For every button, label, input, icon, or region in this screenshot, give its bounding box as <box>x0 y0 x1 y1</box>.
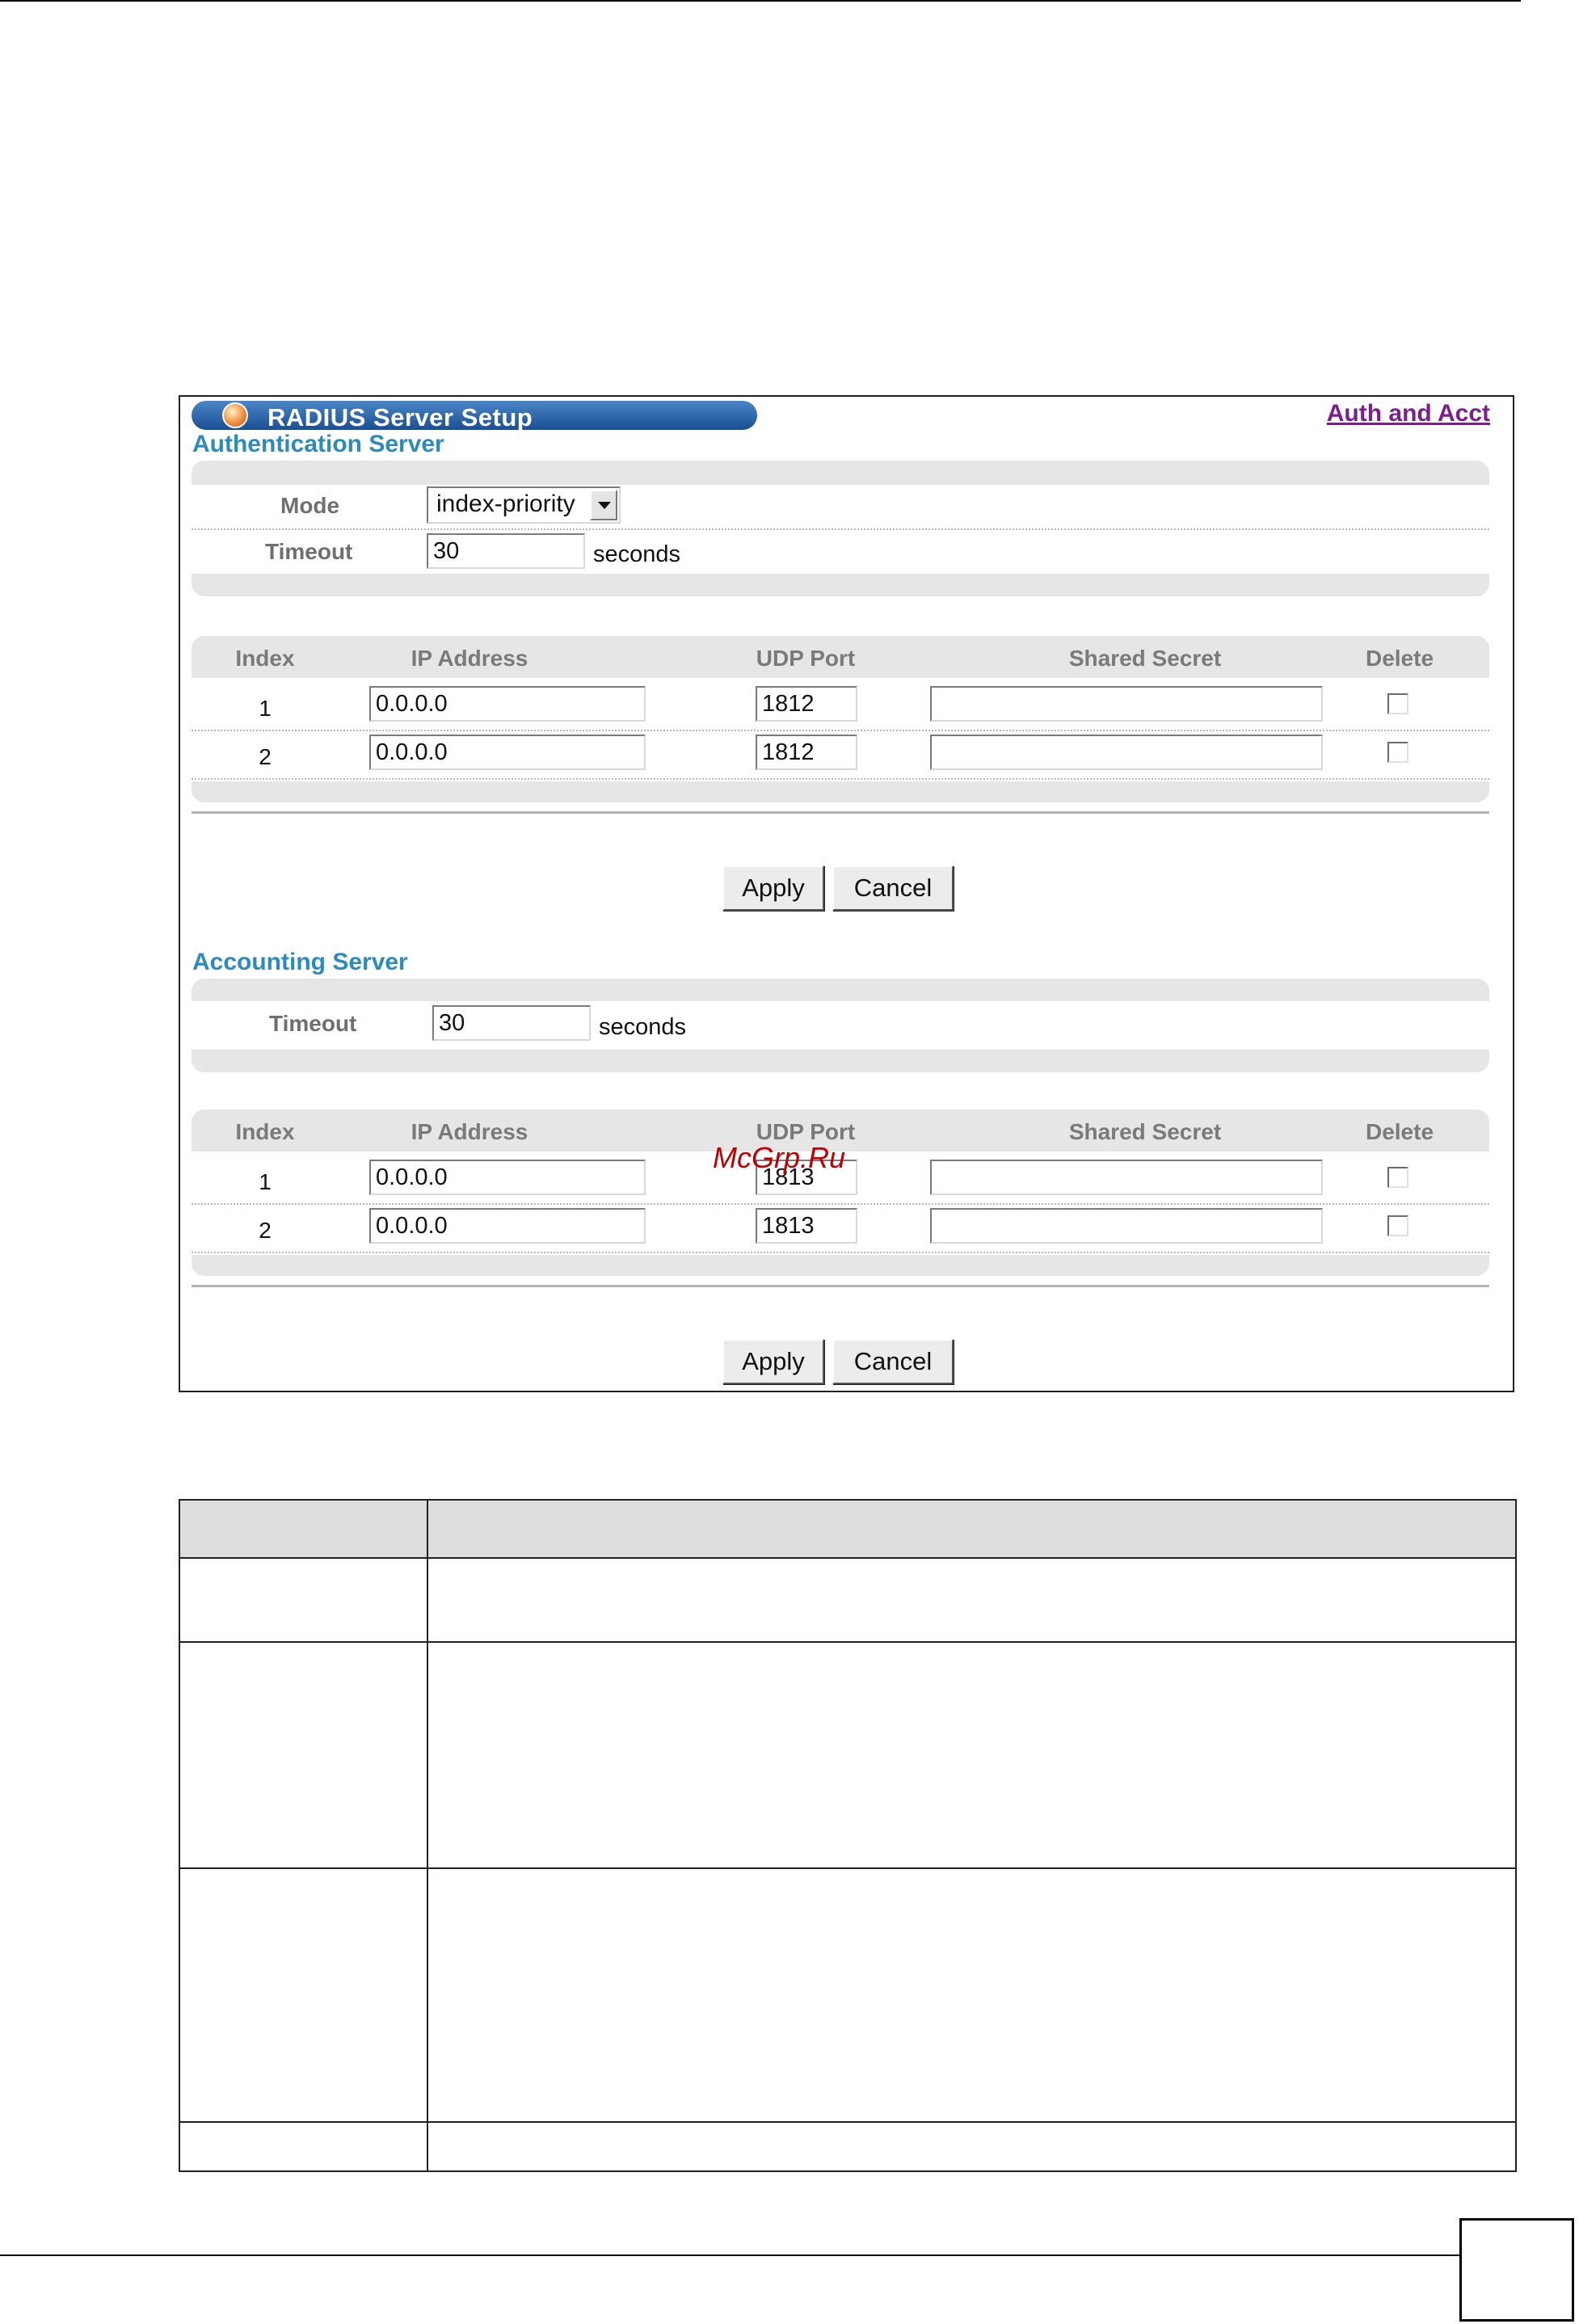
auth-and-acct-link[interactable]: Auth and Acct <box>1326 400 1490 427</box>
auth-row-1-ip-input[interactable] <box>369 686 646 722</box>
auth-server-table <box>192 636 1489 802</box>
table-header-row <box>180 1501 1515 1559</box>
page-top-rule <box>0 0 1521 2</box>
auth-row-2-ip-input[interactable] <box>369 735 646 770</box>
auth-row-2-secret-input[interactable] <box>930 735 1323 770</box>
mode-select-value: index-priority <box>436 490 575 517</box>
col-ip-address: IP Address <box>411 1119 528 1144</box>
acct-server-table <box>192 1109 1489 1276</box>
acct-row-1-delete-checkbox[interactable] <box>1387 1167 1408 1188</box>
auth-timeout-unit: seconds <box>593 541 681 567</box>
auth-settings-box <box>192 461 1489 596</box>
mode-label: Mode <box>280 493 340 518</box>
col-udp-port: UDP Port <box>756 1119 856 1144</box>
acct-row-2-port-input[interactable] <box>756 1208 857 1244</box>
acct-apply-button[interactable]: Apply <box>722 1339 824 1384</box>
auth-row-2-delete-checkbox[interactable] <box>1387 742 1408 763</box>
col-shared-secret: Shared Secret <box>1068 646 1222 671</box>
page-bottom-rule <box>0 2255 1467 2256</box>
auth-cancel-button[interactable]: Cancel <box>832 865 954 911</box>
acct-row-1-secret-input[interactable] <box>930 1160 1323 1195</box>
acct-timeout-label: Timeout <box>269 1011 357 1036</box>
acct-row-2-ip-input[interactable] <box>369 1208 646 1244</box>
auth-row-1-port-input[interactable] <box>756 686 857 722</box>
col-index: Index <box>235 646 295 671</box>
auth-apply-button[interactable]: Apply <box>722 865 824 911</box>
auth-timeout-label: Timeout <box>265 539 353 564</box>
acct-cancel-button[interactable]: Cancel <box>832 1339 954 1384</box>
radius-server-setup-panel <box>179 395 1514 1392</box>
col-delete: Delete <box>1365 1119 1434 1144</box>
auth-timeout-input[interactable] <box>427 533 585 569</box>
col-shared-secret: Shared Secret <box>1068 1119 1222 1144</box>
mode-select[interactable] <box>427 486 621 524</box>
auth-row-1-delete-checkbox[interactable] <box>1387 693 1408 714</box>
authentication-server-heading: Authentication Server <box>192 431 444 457</box>
acct-row-2-secret-input[interactable] <box>930 1208 1323 1244</box>
page-number-box <box>1459 2218 1574 2322</box>
acct-row-2-index: 2 <box>259 1218 272 1243</box>
auth-divider <box>192 811 1489 814</box>
acct-divider <box>192 1285 1489 1287</box>
col-udp-port: UDP Port <box>756 646 856 671</box>
auth-row-1-secret-input[interactable] <box>930 686 1323 722</box>
acct-timeout-unit: seconds <box>599 1014 687 1040</box>
watermark: McGrp.Ru <box>713 1141 846 1174</box>
acct-timeout-input[interactable] <box>432 1005 591 1041</box>
accounting-server-heading: Accounting Server <box>192 949 408 975</box>
auth-row-2-index: 2 <box>259 744 272 769</box>
col-index: Index <box>235 1119 295 1144</box>
table-row <box>180 1557 1515 1643</box>
panel-title-bar <box>192 401 757 430</box>
col-ip-address: IP Address <box>411 646 528 671</box>
acct-row-2-delete-checkbox[interactable] <box>1387 1215 1408 1236</box>
auth-row-1-index: 1 <box>259 696 272 721</box>
auth-row-2-port-input[interactable] <box>756 735 857 770</box>
orb-icon <box>222 402 248 428</box>
acct-settings-box <box>192 979 1489 1072</box>
table-column-divider <box>427 1501 428 2170</box>
table-row <box>180 1867 1515 2123</box>
acct-row-1-ip-input[interactable] <box>369 1160 646 1195</box>
table-row <box>180 1641 1515 1869</box>
field-description-table <box>179 1499 1517 2172</box>
col-delete: Delete <box>1365 646 1434 671</box>
chevron-down-icon[interactable] <box>590 490 617 520</box>
acct-row-1-index: 1 <box>259 1169 272 1194</box>
panel-title: RADIUS Server Setup <box>267 403 533 432</box>
